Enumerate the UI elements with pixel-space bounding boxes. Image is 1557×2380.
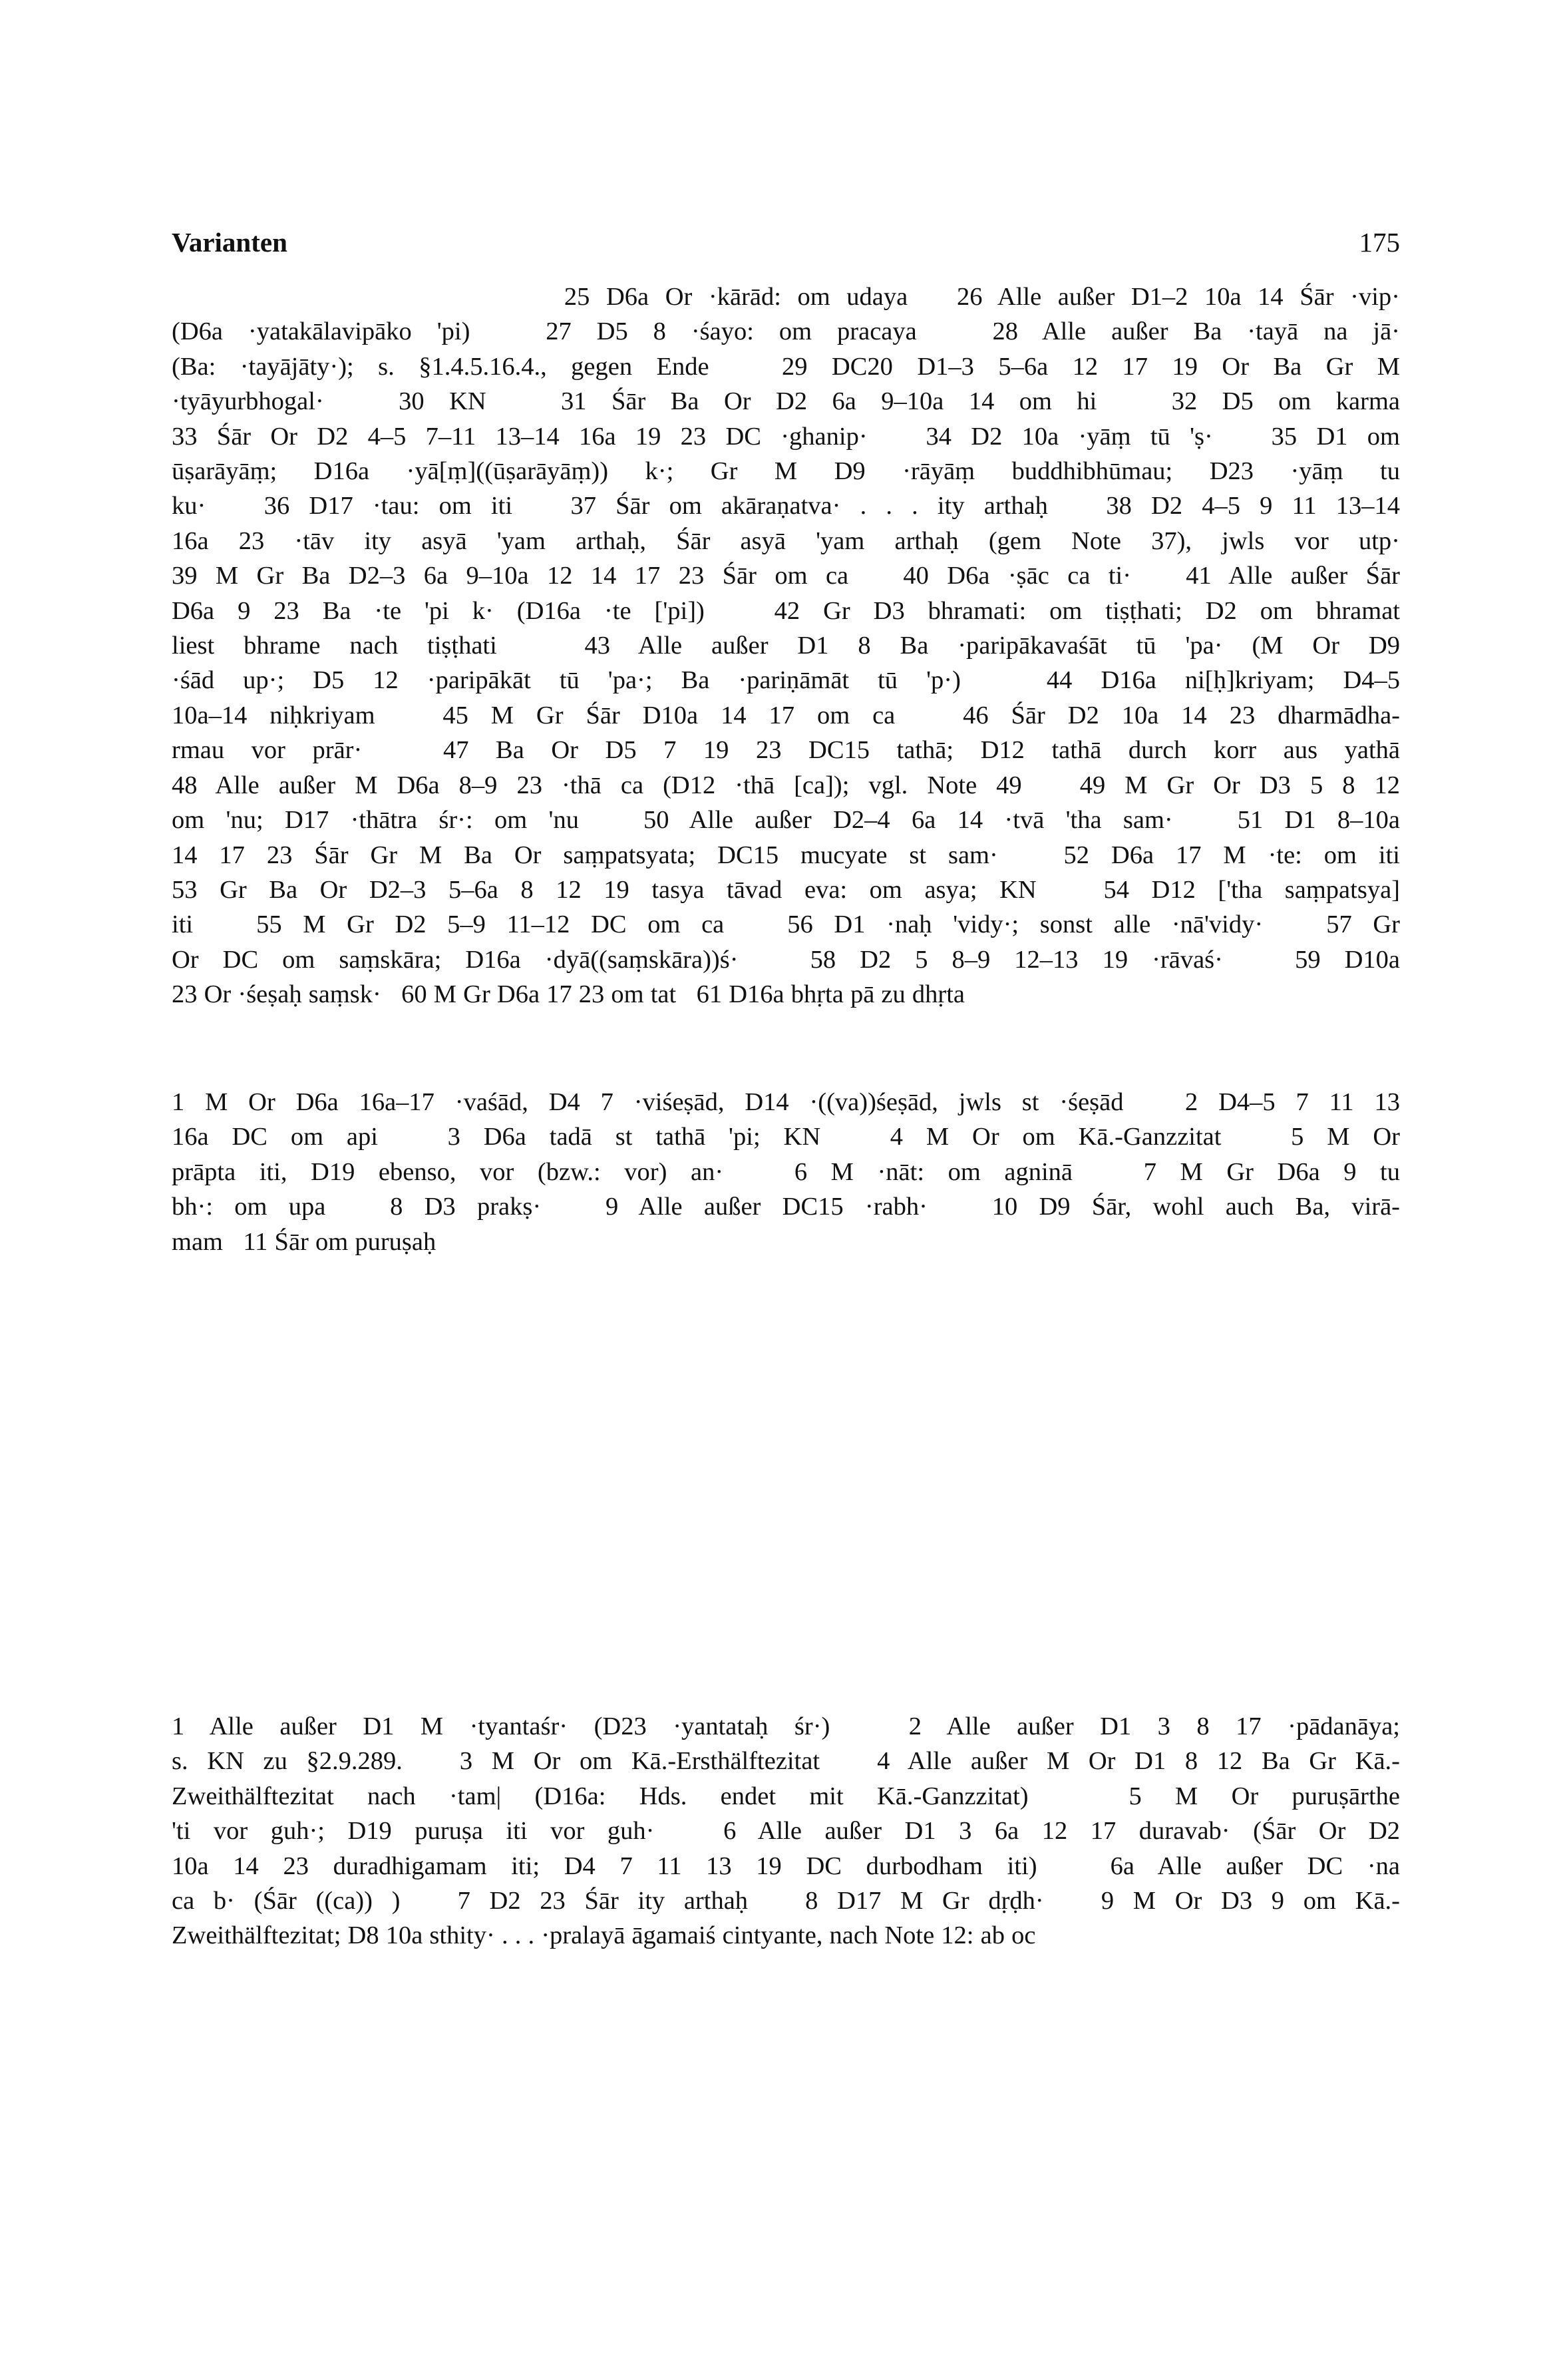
apparatus-line: Zweithälftezitat; D8 10a sthity· . . . ·pralayā āgamaiś cintyante, nach Note 12: ab oc [172,1921,1036,1950]
apparatus-block-3 [172,1709,1400,1953]
apparatus-line: ku· 36 D17 ·tau: om iti 37 Śār om akāraṇatva· . . . ity arthaḥ 38 D2 4–5 9 11 13–14 [172,492,1400,520]
apparatus-line: bh·: om upa 8 D3 prakṣ· 9 Alle außer DC15 ·rabh· 10 D9 Śār, wohl auch Ba, virā- [172,1193,1400,1221]
apparatus-line: (Ba: ·tayājāty·); s. §1.4.5.16.4., gegen Ende 29 DC20 D1–3 5–6a 12 17 19 Or Ba Gr M [172,352,1400,381]
apparatus-line: Or DC om saṃskāra; D16a ·dyā((saṃskāra))ś· 58 D2 5 8–9 12–13 19 ·rāvaś· 59 D10a [172,945,1400,974]
apparatus-line: s. KN zu §2.9.289. 3 M Or om Kā.-Ersthälftezitat 4 Alle außer M Or D1 8 12 Ba Gr Kā.- [172,1747,1400,1776]
apparatus-line: 'ti vor guh·; D19 puruṣa iti vor guh· 6 Alle außer D1 3 6a 12 17 duravab· (Śār Or D2 [172,1817,1400,1846]
apparatus-line: ūṣarāyāṃ; D16a ·yā[ṃ]((ūṣarāyāṃ)) k·; Gr M D9 ·rāyāṃ buddhibhūmau; D23 ·yāṃ tu [172,457,1400,486]
apparatus-line: 33 Śār Or D2 4–5 7–11 13–14 16a 19 23 DC ·ghanip· 34 D2 10a ·yāṃ tū 'ṣ· 35 D1 om [172,422,1400,451]
apparatus-line: mam 11 Śār om puruṣaḥ [172,1227,436,1256]
running-title: Varianten [172,227,287,258]
apparatus-line: D6a 9 23 Ba ·te 'pi k· (D16a ·te ['pi]) 42 Gr D3 bhramati: om tiṣṭhati; D2 om bhramat [172,596,1400,625]
running-head [172,224,1400,261]
apparatus-line: rmau vor prār· 47 Ba Or D5 7 19 23 DC15 tathā; D12 tathā durch korr aus yathā [172,736,1400,765]
apparatus-line: ·tyāyurbhogal· 30 KN 31 Śār Ba Or D2 6a 9–10a 14 om hi 32 D5 om karma [172,387,1400,416]
apparatus-line: (D6a ·yatakālavipāko 'pi) 27 D5 8 ·śayo: om pracaya 28 Alle außer Ba ·tayā na jā· [172,317,1400,346]
apparatus-line: 23 Or ·śeṣaḥ saṃsk· 60 M Gr D6a 17 23 om tat 61 D16a bhṛta pā zu dhṛta [172,980,965,1009]
apparatus-block-2 [172,1085,1400,1259]
apparatus-line: 14 17 23 Śār Gr M Ba Or saṃpatsyata; DC15 mucyate st sam· 52 D6a 17 M ·te: om iti [172,841,1400,869]
apparatus-line: iti 55 M Gr D2 5–9 11–12 DC om ca 56 D1 ·naḥ 'vidy·; sonst alle ·nā'vidy· 57 Gr [172,910,1400,939]
apparatus-line: 39 M Gr Ba D2–3 6a 9–10a 12 14 17 23 Śār om ca 40 D6a ·ṣāc ca ti· 41 Alle außer Śār [172,562,1400,590]
apparatus-line: Zweithälftezitat nach ·tam| (D16a: Hds. endet mit Kā.-Ganzzitat) 5 M Or puruṣārthe [172,1782,1400,1810]
apparatus-line: prāpta iti, D19 ebenso, vor (bzw.: vor) an· 6 M ·nāt: om agninā 7 M Gr D6a 9 tu [172,1157,1400,1186]
apparatus-line: 25 D6a Or ·kārād: om udaya 26 Alle außer D1–2 10a 14 Śār ·vip· [172,283,1400,311]
apparatus-line: 16a DC om api 3 D6a tadā st tathā 'pi; KN 4 M Or om Kā.-Ganzzitat 5 M Or [172,1123,1400,1151]
apparatus-line: 1 Alle außer D1 M ·tyantaśr· (D23 ·yantataḥ śr·) 2 Alle außer D1 3 8 17 ·pādanāya; [172,1712,1400,1740]
apparatus-line: liest bhrame nach tiṣṭhati 43 Alle außer D1 8 Ba ·paripākavaśāt tū 'pa· (M Or D9 [172,632,1400,660]
apparatus-line: 53 Gr Ba Or D2–3 5–6a 8 12 19 tasya tāvad eva: om asya; KN 54 D12 ['tha saṃpatsya] [172,875,1400,904]
page-number: 175 [1359,227,1400,258]
apparatus-line: 10a 14 23 duradhigamam iti; D4 7 11 13 19 DC durbodham iti) 6a Alle außer DC ·na [172,1852,1400,1880]
apparatus-line: 1 M Or D6a 16a–17 ·vaśād, D4 7 ·viśeṣād, D14 ·((va))śeṣād, jwls st ·śeṣād 2 D4–5 7 11 13 [172,1088,1400,1116]
apparatus-block-1 [172,280,1400,1012]
apparatus-line: ca b· (Śār ((ca)) ) 7 D2 23 Śār ity arthaḥ 8 D17 M Gr dṛḍh· 9 M Or D3 9 om Kā.- [172,1887,1400,1915]
apparatus-line: 10a–14 niḥkriyam 45 M Gr Śār D10a 14 17 om ca 46 Śār D2 10a 14 23 dharmādha- [172,701,1400,729]
apparatus-line: ·śād up·; D5 12 ·paripākāt tū 'pa·; Ba ·pariṇāmāt tū 'p·) 44 D16a ni[ḥ]kriyam; D4–5 [172,666,1400,695]
apparatus-line: 48 Alle außer M D6a 8–9 23 ·thā ca (D12 ·thā [ca]); vgl. Note 49 49 M Gr Or D3 5 8 12 [172,771,1400,799]
page [172,0,1400,2380]
apparatus-line: om 'nu; D17 ·thātra śr·: om 'nu 50 Alle außer D2–4 6a 14 ·tvā 'tha sam· 51 D1 8–10a [172,806,1400,835]
apparatus-line: 16a 23 ·tāv ity asyā 'yam arthaḥ, Śār asyā 'yam arthaḥ (gem Note 37), jwls vor utp· [172,526,1400,555]
